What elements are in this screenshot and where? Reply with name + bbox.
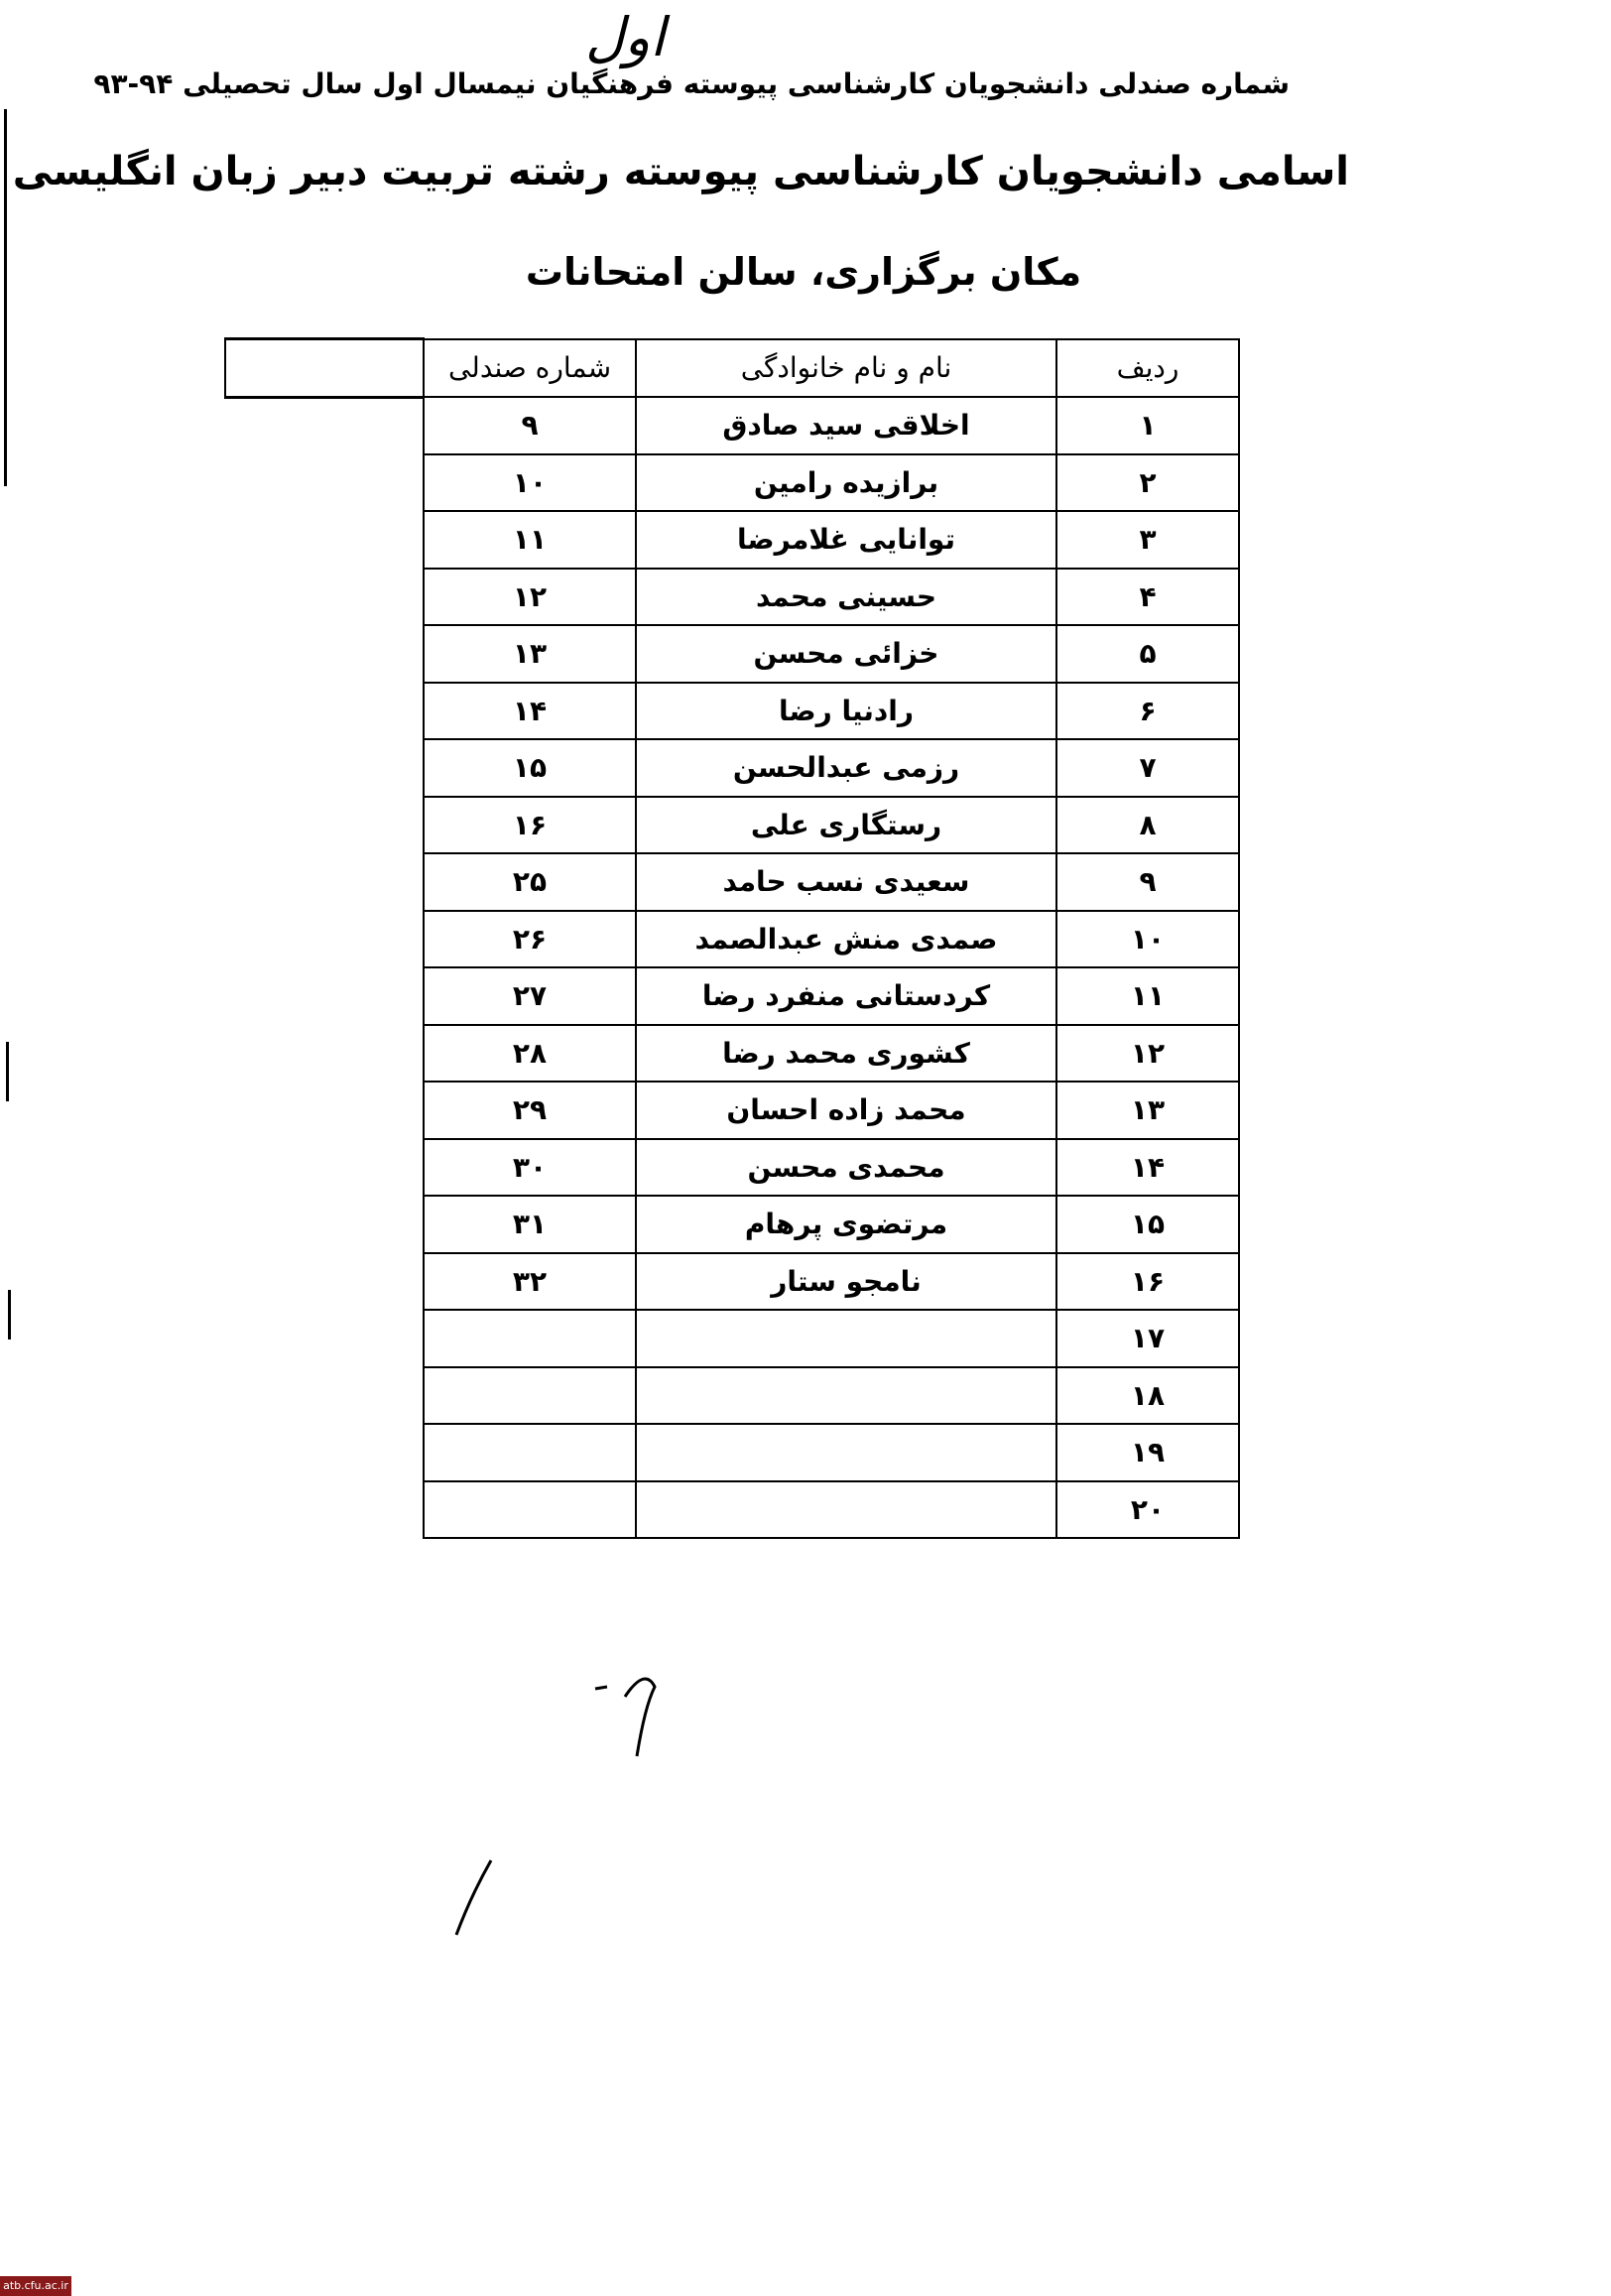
cell-seat-number: ۲۸ (424, 1025, 636, 1083)
table-row (225, 511, 1239, 569)
table-row (225, 454, 1239, 512)
cell-seat-number: ۱۲ (424, 569, 636, 626)
cell-row-number: ۹ (1056, 853, 1239, 911)
cell-row-number: ۱۶ (1056, 1253, 1239, 1311)
cell-row-number: ۱ (1056, 397, 1239, 454)
table-row (225, 1196, 1239, 1253)
table-row (225, 1481, 1239, 1539)
cell-seat-number: ۱۱ (424, 511, 636, 569)
header-seat-number: شماره صندلی (424, 339, 636, 398)
cell-row-number: ۲ (1056, 454, 1239, 512)
cell-full-name: مرتضوی پرهام (636, 1196, 1056, 1253)
cell-seat-number: ۳۱ (424, 1196, 636, 1253)
cell-seat-number: ۱۰ (424, 454, 636, 512)
table-row (225, 1424, 1239, 1481)
cell-full-name: صمدی منش عبدالصمد (636, 911, 1056, 968)
table-row (225, 397, 1239, 454)
cell-row-number: ۱۷ (1056, 1310, 1239, 1367)
cell-seat-number: ۲۶ (424, 911, 636, 968)
cell-full-name: توانایی غلامرضا (636, 511, 1056, 569)
table-row (225, 683, 1239, 740)
cell-full-name: سعیدی نسب حامد (636, 853, 1056, 911)
cell-row-number: ۵ (1056, 625, 1239, 683)
header-full-name: نام و نام خانوادگی (636, 339, 1056, 398)
cell-seat-number (424, 1310, 636, 1367)
cell-row-number: ۶ (1056, 683, 1239, 740)
cell-full-name (636, 1367, 1056, 1425)
table-row (225, 1025, 1239, 1083)
cell-seat-number (424, 1481, 636, 1539)
table-row (225, 911, 1239, 968)
cell-seat-number: ۱۶ (424, 797, 636, 854)
cell-row-number: ۳ (1056, 511, 1239, 569)
cell-full-name: رادنیا رضا (636, 683, 1056, 740)
scan-edge-mark (8, 1290, 11, 1339)
cell-row-number: ۱۹ (1056, 1424, 1239, 1481)
cell-seat-number (424, 1367, 636, 1425)
header-row-number: ردیف (1056, 339, 1239, 398)
table-row (225, 1139, 1239, 1197)
cell-seat-number: ۱۴ (424, 683, 636, 740)
table-row (225, 1310, 1239, 1367)
header-line: شماره صندلی دانشجویان کارشناسی پیوسته فرهنگیان نیمسال اول سال تحصیلی ۹۴-۹۳ (93, 67, 1290, 100)
cell-row-number: ۴ (1056, 569, 1239, 626)
table-row (225, 1082, 1239, 1139)
table-row (225, 967, 1239, 1025)
cell-full-name: اخلاقی سید صادق (636, 397, 1056, 454)
table-header-row (225, 339, 1239, 398)
cell-row-number: ۸ (1056, 797, 1239, 854)
cell-full-name: برازیده رامین (636, 454, 1056, 512)
cell-seat-number: ۱۳ (424, 625, 636, 683)
cell-row-number: ۷ (1056, 739, 1239, 797)
table-row (225, 1253, 1239, 1311)
cell-full-name (636, 1310, 1056, 1367)
table-row (225, 739, 1239, 797)
cell-full-name: خزائی محسن (636, 625, 1056, 683)
seating-table (224, 337, 1240, 1539)
scan-edge-mark (6, 1042, 9, 1101)
table-row (225, 625, 1239, 683)
table-body (225, 397, 1239, 1538)
footer-badge: atb.cfu.ac.ir (0, 2276, 71, 2296)
table-row (225, 1367, 1239, 1425)
cell-full-name (636, 1424, 1056, 1481)
cell-full-name: محمدی محسن (636, 1139, 1056, 1197)
handwritten-squiggle (585, 1667, 694, 1776)
handwritten-mark: اول (585, 6, 666, 68)
cell-seat-number (424, 1424, 636, 1481)
table-row (225, 569, 1239, 626)
handwritten-stroke (446, 1855, 506, 1945)
venue-subtitle: مکان برگزاری، سالن امتحانات (525, 250, 1082, 294)
table-row (225, 853, 1239, 911)
cell-row-number: ۲۰ (1056, 1481, 1239, 1539)
cell-row-number: ۱۲ (1056, 1025, 1239, 1083)
cell-row-number: ۱۸ (1056, 1367, 1239, 1425)
cell-full-name: رستگاری علی (636, 797, 1056, 854)
scan-edge-mark (4, 109, 7, 486)
cell-seat-number: ۱۵ (424, 739, 636, 797)
cell-full-name: کشوری محمد رضا (636, 1025, 1056, 1083)
cell-row-number: ۱۳ (1056, 1082, 1239, 1139)
cell-seat-number: ۲۷ (424, 967, 636, 1025)
table-row (225, 797, 1239, 854)
cell-row-number: ۱۵ (1056, 1196, 1239, 1253)
cell-full-name: کردستانی منفرد رضا (636, 967, 1056, 1025)
cell-row-number: ۱۱ (1056, 967, 1239, 1025)
cell-row-number: ۱۴ (1056, 1139, 1239, 1197)
cell-seat-number: ۲۹ (424, 1082, 636, 1139)
page-title: اسامی دانشجویان کارشناسی پیوسته رشته تربیت دبیر زبان انگلیسی (12, 149, 1349, 194)
cell-full-name: محمد زاده احسان (636, 1082, 1056, 1139)
cell-full-name (636, 1481, 1056, 1539)
cell-seat-number: ۳۰ (424, 1139, 636, 1197)
cell-seat-number: ۳۲ (424, 1253, 636, 1311)
cell-row-number: ۱۰ (1056, 911, 1239, 968)
cell-full-name: نامجو ستار (636, 1253, 1056, 1311)
cell-seat-number: ۹ (424, 397, 636, 454)
cell-full-name: حسینی محمد (636, 569, 1056, 626)
blank-column (225, 339, 424, 398)
cell-full-name: رزمی عبدالحسن (636, 739, 1056, 797)
cell-seat-number: ۲۵ (424, 853, 636, 911)
